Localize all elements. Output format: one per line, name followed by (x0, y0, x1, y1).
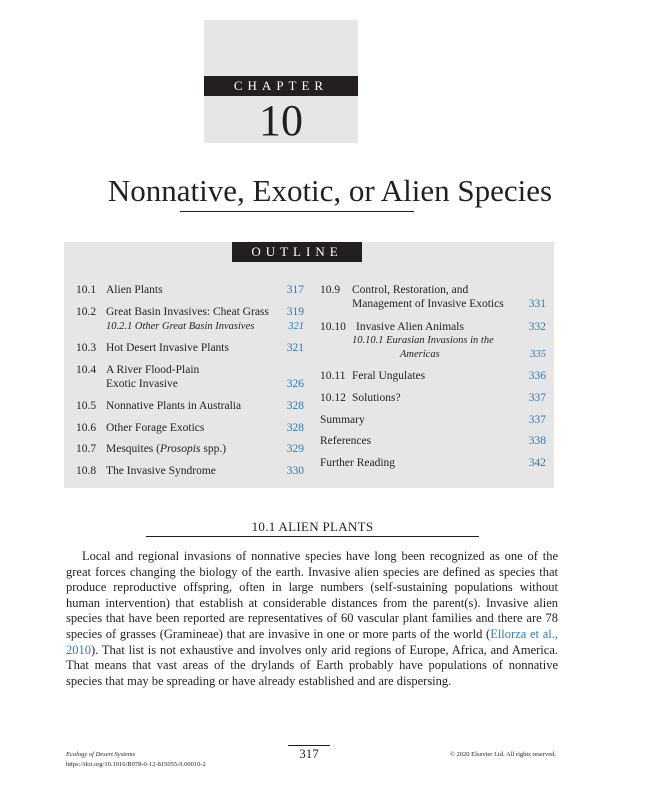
toc-page: 328 (286, 400, 304, 412)
citation-link[interactable]: Ellorza et al., 2010 (66, 626, 558, 657)
doi-link[interactable]: https://doi.org/10.1016/B978-0-12-815055-9.00010-2 (66, 761, 206, 768)
section-title: 10.1 ALIEN PLANTS (251, 519, 374, 534)
chapter-title: Nonnative, Exotic, or Alien Species (107, 173, 553, 208)
toc-page: 337 (528, 414, 546, 426)
book-title: Ecology of Desert Systems (66, 751, 136, 758)
toc-page: 329 (286, 443, 304, 455)
toc-page: 336 (528, 370, 546, 382)
toc-page: 331 (528, 298, 546, 310)
outline-label: OUTLINE (232, 242, 362, 262)
chapter-number: 10 (259, 96, 303, 145)
body-paragraph: Local and regional invasions of nonnative species have long been recognized as one of the great forces changing the biology of the earth. Invasive alien species are defined as species that produce reproductive offspring, often in large numbers (self-sustaining populations without human intervention) that establish at considerable distances from the parent(s). Invasive alien species that have been reported are representatives of 60 vascular plant families and there are 78 species of grasses (Gramineae) that are invasive in one or more parts of the world (Ellorza et al., 2010). That list is not exhaustive and involves only arid regions of Europe, Africa, and America. That means that vast areas of the drylands of Earth probably have populations of nonnative species that may be spreading or have already established and are dispersing. (66, 549, 558, 688)
toc-page: 321 (286, 342, 304, 354)
toc-page: 330 (286, 465, 304, 477)
toc-page: 332 (528, 321, 546, 333)
toc-entry[interactable]: 10.9 Control, Restoration, and Management of Invasive Exotics 331 (320, 284, 546, 310)
toc-page: 328 (286, 422, 304, 434)
toc-page: 321 (288, 321, 304, 332)
toc-page: 319 (286, 306, 304, 318)
toc-page: 337 (528, 392, 546, 404)
toc-page: 338 (528, 435, 546, 447)
toc-subentry[interactable]: 10.10.1 Eurasian Invasions in the Americas 335 (352, 335, 546, 360)
toc-page: 326 (286, 378, 304, 390)
toc-entry[interactable]: 10.4 A River Flood-Plain Exotic Invasive 326 (76, 364, 304, 390)
toc-page: 342 (528, 457, 546, 469)
chapter-label: CHAPTER (204, 76, 358, 96)
toc-page: 317 (286, 284, 304, 296)
title-rule (180, 211, 414, 212)
section-rule (146, 536, 479, 537)
copyright: © 2020 Elsevier Ltd. All rights reserved. (449, 751, 556, 758)
toc-page: 335 (530, 349, 546, 360)
page-number: 317 (299, 746, 319, 761)
